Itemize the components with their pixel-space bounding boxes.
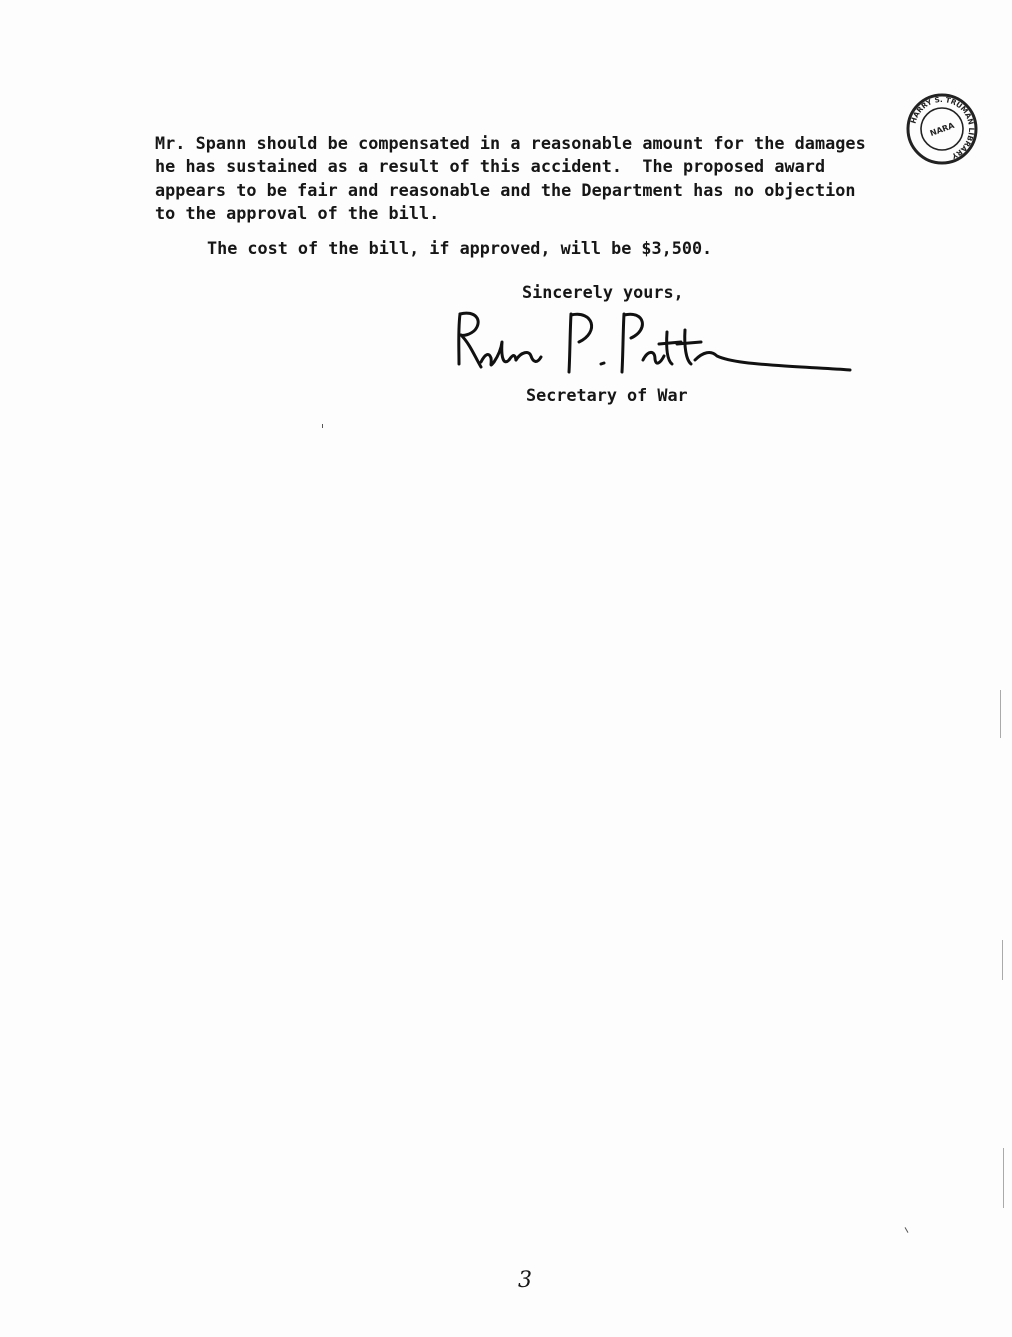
svg-text:HARRY S. TRUMAN LIBRARY: HARRY S. TRUMAN LIBRARY <box>908 94 977 161</box>
scan-mark <box>322 424 323 428</box>
scan-mark <box>1002 940 1003 980</box>
scan-mark <box>1003 1148 1004 1208</box>
body-line: to the approval of the bill. <box>155 202 440 223</box>
cost-statement: The cost of the bill, if approved, will be $3,500. <box>207 238 713 258</box>
body-line: Mr. Spann should be compensated in a reasonable amount for the damages <box>155 133 866 153</box>
svg-text:NARA: NARA <box>928 120 956 139</box>
body-paragraph <box>155 132 915 225</box>
scan-mark <box>905 1227 909 1233</box>
handwritten-signature <box>445 302 860 397</box>
page-number: 3 <box>518 1268 532 1293</box>
library-stamp-seal <box>905 92 979 166</box>
closing-salutation: Sincerely yours, <box>522 282 684 302</box>
signature-title: Secretary of War <box>526 385 688 405</box>
scan-mark <box>1000 690 1001 738</box>
body-line: he has sustained as a result of this accident. The proposed award <box>155 156 826 177</box>
body-line: appears to be fair and reasonable and the Department has no objection <box>155 179 856 200</box>
